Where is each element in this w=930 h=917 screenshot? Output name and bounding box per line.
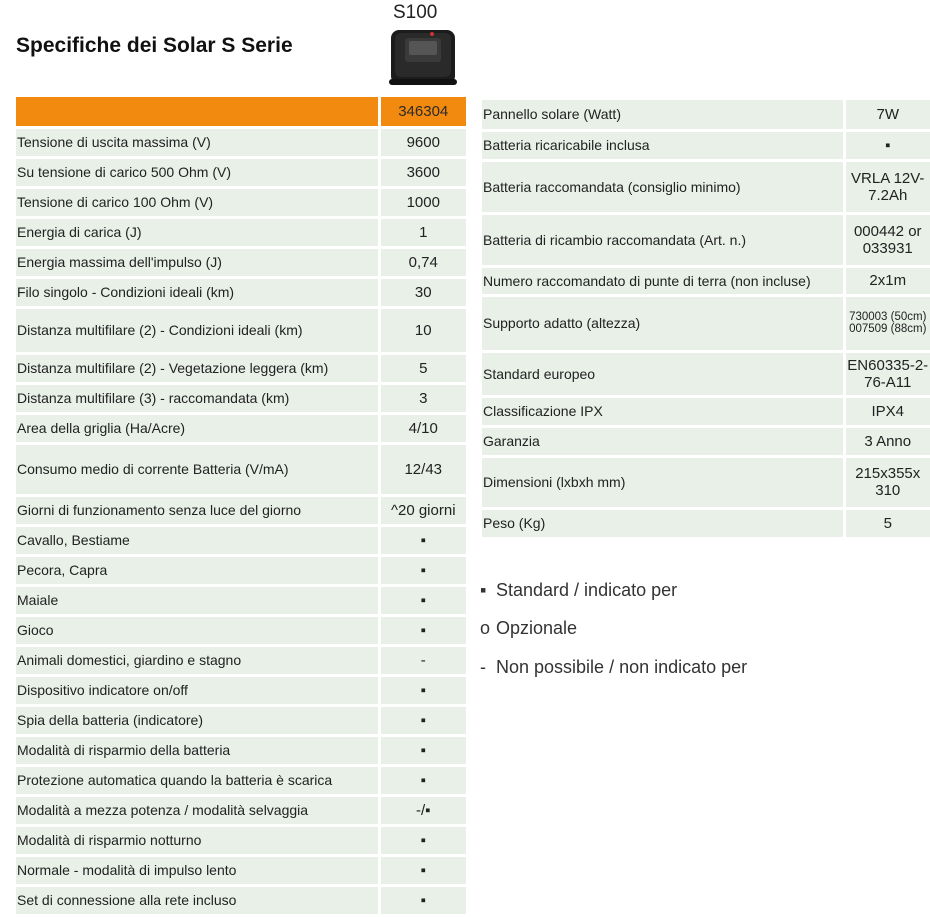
spec-value: ▪ [379, 675, 466, 705]
spec-table-right [482, 100, 930, 540]
spec-value: 1000 [379, 187, 466, 217]
table-row [16, 307, 466, 353]
spec-label: Garanzia [482, 426, 844, 456]
spec-label: Protezione automatica quando la batteria è scarica [16, 765, 379, 795]
spec-table-left [16, 97, 466, 917]
spec-label: Modalità a mezza potenza / modalità selvaggia [16, 795, 379, 825]
table-row [16, 675, 466, 705]
spec-label: Spia della batteria (indicatore) [16, 705, 379, 735]
spec-label: Dispositivo indicatore on/off [16, 675, 379, 705]
spec-label: Cavallo, Bestiame [16, 525, 379, 555]
article-number: 346304 [379, 97, 466, 127]
spec-label: Pecora, Capra [16, 555, 379, 585]
spec-value: ▪ [379, 885, 466, 915]
spec-label: Distanza multifilare (2) - Condizioni ideali (km) [16, 307, 379, 353]
table-row [16, 413, 466, 443]
table-row [16, 217, 466, 247]
legend-item [480, 618, 577, 639]
spec-label: Supporto adatto (altezza) [482, 295, 844, 351]
spec-value: EN60335-2-76-A11 [844, 351, 930, 396]
table-row [16, 585, 466, 615]
table-row [16, 157, 466, 187]
spec-value: ▪ [379, 735, 466, 765]
product-image [385, 24, 461, 88]
spec-value: 5 [379, 353, 466, 383]
spec-value: 215x355x 310 [844, 456, 930, 508]
table-row [16, 187, 466, 217]
table-row [482, 160, 930, 213]
spec-value: ▪ [379, 765, 466, 795]
spec-value: ▪ [379, 555, 466, 585]
legend-text: Non possibile / non indicato per [496, 657, 748, 677]
spec-value: 7W [844, 100, 930, 130]
header-blank-cell [16, 97, 379, 127]
legend-text: Standard / indicato per [496, 580, 678, 600]
table-row [482, 396, 930, 426]
spec-value: 12/43 [379, 443, 466, 495]
table-row [482, 456, 930, 508]
spec-value: ▪ [379, 705, 466, 735]
table-row [16, 795, 466, 825]
spec-label: Set di connessione alla rete incluso [16, 885, 379, 915]
table-row [16, 525, 466, 555]
table-row [16, 277, 466, 307]
table-row [16, 495, 466, 525]
table-header-row [16, 97, 466, 127]
table-row [16, 353, 466, 383]
spec-value: 10 [379, 307, 466, 353]
table-row [16, 443, 466, 495]
spec-label: Batteria di ricambio raccomandata (Art. n.) [482, 213, 844, 266]
table-row [16, 127, 466, 157]
spec-value: ▪ [379, 855, 466, 885]
spec-value: 1 [379, 217, 466, 247]
table-row [16, 615, 466, 645]
spec-value: 730003 (50cm) 007509 (88cm) [844, 295, 930, 351]
table-row [482, 295, 930, 351]
table-row [482, 426, 930, 456]
legend-text: Opzionale [496, 618, 578, 638]
table-row [16, 645, 466, 675]
spec-value: VRLA 12V-7.2Ah [844, 160, 930, 213]
spec-value: ▪ [379, 585, 466, 615]
spec-label: Animali domestici, giardino e stagno [16, 645, 379, 675]
table-row [482, 100, 930, 130]
spec-label: Classificazione IPX [482, 396, 844, 426]
spec-value: 5 [844, 508, 930, 538]
spec-label: Dimensioni (lxbxh mm) [482, 456, 844, 508]
table-row [482, 266, 930, 295]
table-row [482, 130, 930, 160]
table-row [16, 885, 466, 915]
spec-value: 3 Anno [844, 426, 930, 456]
spec-label: Distanza multifilare (3) - raccomandata (km) [16, 383, 379, 413]
spec-label: Distanza multifilare (2) - Vegetazione leggera (km) [16, 353, 379, 383]
spec-label: Modalità di risparmio notturno [16, 825, 379, 855]
page-title: Specifiche dei Solar S Serie [16, 34, 293, 57]
spec-label: Numero raccomandato di punte di terra (non incluse) [482, 266, 844, 295]
table-row [482, 213, 930, 266]
spec-label: Tensione di uscita massima (V) [16, 127, 379, 157]
spec-label: Su tensione di carico 500 Ohm (V) [16, 157, 379, 187]
spec-label: Batteria raccomandata (consiglio minimo) [482, 160, 844, 213]
table-row [482, 508, 930, 538]
spec-label: Maiale [16, 585, 379, 615]
spec-label: Standard europeo [482, 351, 844, 396]
spec-value: 9600 [379, 127, 466, 157]
spec-value: 3600 [379, 157, 466, 187]
spec-value: 0,74 [379, 247, 466, 277]
spec-label: Gioco [16, 615, 379, 645]
table-row [16, 855, 466, 885]
spec-label: Giorni di funzionamento senza luce del giorno [16, 495, 379, 525]
spec-value: - [379, 645, 466, 675]
spec-value: 000442 or 033931 [844, 213, 930, 266]
legend-item [480, 580, 677, 601]
spec-label: Normale - modalità di impulso lento [16, 855, 379, 885]
spec-value: ▪ [379, 525, 466, 555]
spec-value: 4/10 [379, 413, 466, 443]
spec-label: Tensione di carico 100 Ohm (V) [16, 187, 379, 217]
spec-label: Energia di carica (J) [16, 217, 379, 247]
legend-symbol: o [480, 618, 491, 638]
spec-value: -/▪ [379, 795, 466, 825]
legend-symbol: - [480, 657, 486, 677]
spec-label: Filo singolo - Condizioni ideali (km) [16, 277, 379, 307]
spec-value: ^20 giorni [379, 495, 466, 525]
spec-label: Peso (Kg) [482, 508, 844, 538]
spec-label: Modalità di risparmio della batteria [16, 735, 379, 765]
model-name: S100 [393, 2, 438, 23]
table-row [16, 705, 466, 735]
spec-label: Energia massima dell'impulso (J) [16, 247, 379, 277]
table-row [16, 247, 466, 277]
spec-value: IPX4 [844, 396, 930, 426]
spec-label: Consumo medio di corrente Batteria (V/mA) [16, 443, 379, 495]
legend-item [480, 657, 747, 678]
table-row [16, 735, 466, 765]
legend-symbol: ▪ [480, 580, 487, 600]
table-row [16, 383, 466, 413]
table-row [482, 351, 930, 396]
spec-label: Area della griglia (Ha/Acre) [16, 413, 379, 443]
spec-value: 3 [379, 383, 466, 413]
spec-value: 2x1m [844, 266, 930, 295]
spec-value: 30 [379, 277, 466, 307]
spec-value: ▪ [379, 825, 466, 855]
spec-value: ▪ [844, 130, 930, 160]
table-row [16, 555, 466, 585]
table-row [16, 825, 466, 855]
table-row [16, 765, 466, 795]
spec-label: Pannello solare (Watt) [482, 100, 844, 130]
spec-value: ▪ [379, 615, 466, 645]
spec-label: Batteria ricaricabile inclusa [482, 130, 844, 160]
